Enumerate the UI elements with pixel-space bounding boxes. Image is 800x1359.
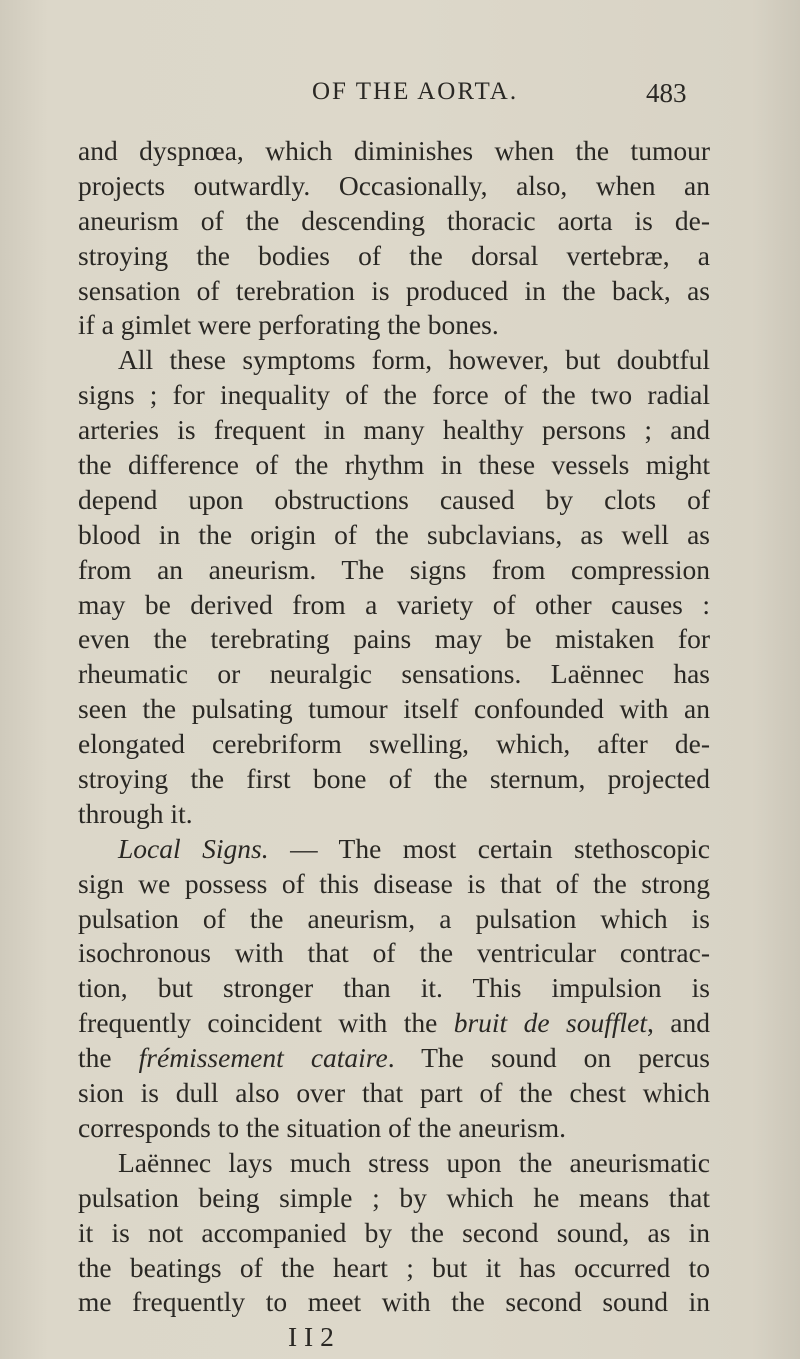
- text-line: blood in the origin of the subclavians, as well as: [78, 518, 710, 550]
- foreign-term: frémissement cataire: [138, 1042, 388, 1074]
- text-run: , and: [646, 1007, 710, 1039]
- text-line: through it.: [78, 797, 193, 829]
- text-line: stroying the bodies of the dorsal vertebræ, a: [78, 239, 710, 271]
- text-line: corresponds to the situation of the aneurism.: [78, 1111, 567, 1143]
- text-run: the: [78, 1042, 139, 1074]
- text-line: signs ; for inequality of the force of the two radial: [78, 379, 710, 411]
- section-heading: Local Signs.: [118, 832, 269, 864]
- text-line: [78, 1006, 710, 1041]
- text-line: isochronous with that of the ventricular contrac-: [78, 937, 710, 969]
- text-line: rheumatic or neuralgic sensations. Laënnec has: [78, 658, 710, 690]
- foreign-term: bruit de soufflet: [453, 1007, 647, 1039]
- text-line: if a gimlet were perforating the bones.: [78, 309, 499, 341]
- page-number: 483: [646, 78, 687, 108]
- text-line: depend upon obstructions caused by clots of: [78, 483, 710, 515]
- text-line: sion is dull also over that part of the chest which: [78, 1077, 710, 1109]
- text-line: sensation of terebration is produced in the back, as: [78, 274, 710, 306]
- text-line: it is not accompanied by the second sound, as in: [78, 1216, 710, 1248]
- text-line: may be derived from a variety of other causes :: [78, 588, 710, 620]
- text-line: arteries is frequent in many healthy persons ; and: [78, 414, 710, 446]
- text-line: [78, 832, 710, 867]
- running-head: OF THE AORTA.: [312, 78, 519, 105]
- text-line: elongated cerebriform swelling, which, after de-: [78, 728, 710, 760]
- text-run: . The sound on percus: [387, 1042, 710, 1074]
- text-line: projects outwardly. Occasionally, also, when an: [78, 169, 710, 201]
- text-line: All these symptoms form, however, but doubtful: [118, 344, 710, 376]
- text-line: sign we possess of this disease is that of the strong: [78, 867, 710, 899]
- body-text: [78, 134, 710, 1355]
- text-line: even the terebrating pains may be mistaken for: [78, 623, 710, 655]
- text-line: me frequently to meet with the second sound in: [78, 1286, 710, 1318]
- signature-mark: I I 2: [288, 1321, 334, 1353]
- text-line: tion, but stronger than it. This impulsion is: [78, 972, 710, 1004]
- text-line: [78, 1041, 710, 1076]
- page-header: [0, 78, 800, 118]
- text-line: aneurism of the descending thoracic aorta is de-: [78, 204, 710, 236]
- text-run: frequently coincident with the: [78, 1007, 454, 1039]
- text-line: and dyspnœa, which diminishes when the tumour: [78, 135, 710, 166]
- text-line: Laënnec lays much stress upon the aneurismatic: [118, 1146, 710, 1178]
- text-line: the difference of the rhythm in these vessels might: [78, 449, 710, 481]
- text-line: pulsation being simple ; by which he means that: [78, 1181, 710, 1213]
- text-line: the beatings of the heart ; but it has occurred to: [78, 1251, 710, 1283]
- text-line: pulsation of the aneurism, a pulsation which is: [78, 902, 710, 934]
- text-line: stroying the first bone of the sternum, projected: [78, 763, 710, 795]
- text-run: — The most certain stethoscopic: [268, 832, 710, 864]
- text-line: seen the pulsating tumour itself confounded with an: [78, 693, 710, 725]
- text-line: from an aneurism. The signs from compression: [78, 553, 710, 585]
